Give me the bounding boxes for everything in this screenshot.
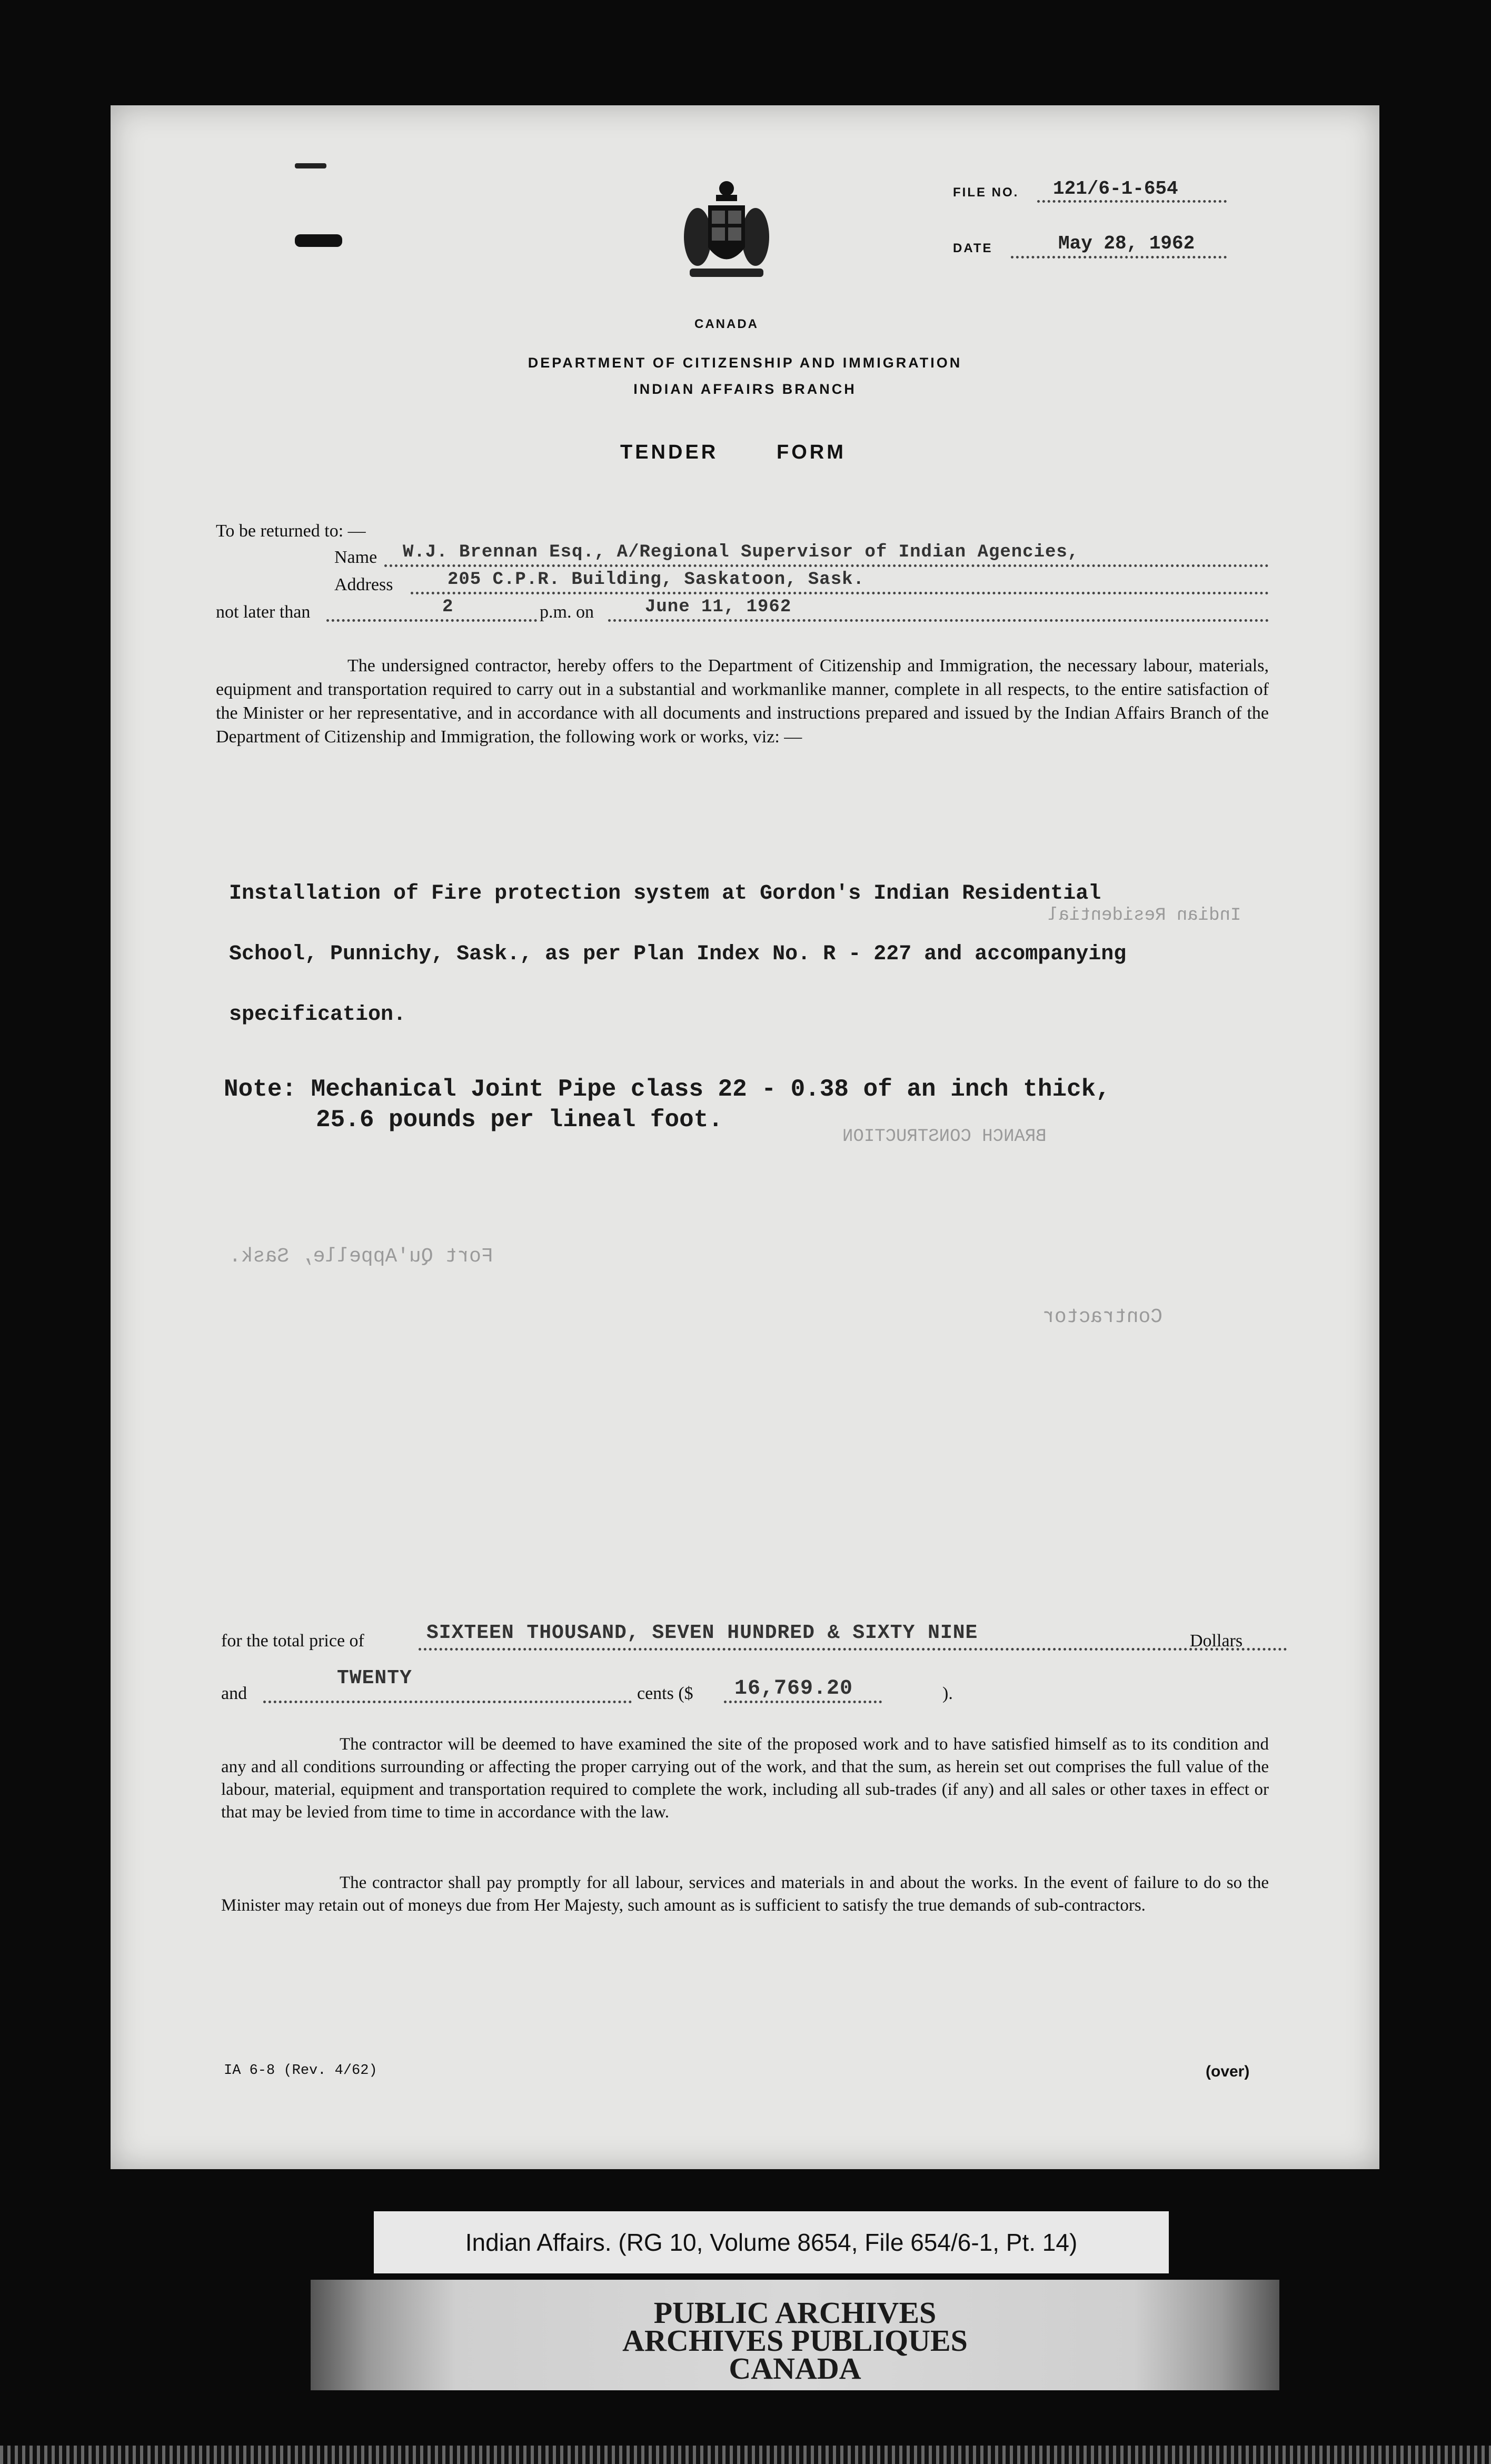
amount-close: ). bbox=[942, 1684, 953, 1703]
department-line1: DEPARTMENT OF CITIZENSHIP AND IMMIGRATION bbox=[528, 355, 962, 371]
film-edge bbox=[0, 2446, 1491, 2464]
deadline-mid-label: p.m. on bbox=[540, 602, 594, 622]
crest-caption: CANADA bbox=[694, 317, 759, 331]
deadline-time: 2 bbox=[442, 597, 454, 617]
work-description-line: School, Punnichy, Sask., as per Plan Index No. R - 227 and accompanying bbox=[229, 942, 1127, 966]
name-label: Name bbox=[334, 548, 377, 567]
cents-words: TWENTY bbox=[337, 1667, 412, 1690]
punch-mark bbox=[295, 163, 326, 168]
bleed-through-text: BRANCH CONSTRUCTION bbox=[842, 1127, 1047, 1147]
department-line2: INDIAN AFFAIRS BRANCH bbox=[633, 381, 857, 397]
total-price-label: for the total price of bbox=[221, 1631, 364, 1651]
cents-label: cents ($ bbox=[637, 1684, 693, 1703]
dollars-label: Dollars bbox=[1190, 1631, 1243, 1651]
form-code: IA 6-8 (Rev. 4/62) bbox=[224, 2063, 377, 2079]
work-description-line: Installation of Fire protection system at Gordon's Indian Residential bbox=[229, 882, 1101, 906]
payment-paragraph: The contractor shall pay promptly for all labour, services and materials in and about the works. In the event of failure to do so the Minister may retain out of moneys due from Her Majesty, such amount as is sufficient to satisfy the true demands of sub-contractors. bbox=[221, 1873, 1269, 1915]
total-price-words: SIXTEEN THOUSAND, SEVEN HUNDRED & SIXTY NINE bbox=[426, 1622, 978, 1644]
deadline-date: June 11, 1962 bbox=[645, 597, 792, 617]
site-examination-paragraph: The contractor will be deemed to have examined the site of the proposed work and to have satisfied himself as to its condition and any and all conditions surrounding or affecting the proper carrying out of the work, and that the sum, as herein set out comprises the full value of the labour, material, equipment and transportation required to complete the work, including all sub-trades (if any) and all sales or other taxes in effect or that may be levied from time to time in accordance with the law. bbox=[221, 1735, 1269, 1822]
pipe-note-line2: 25.6 pounds per lineal foot. bbox=[316, 1106, 723, 1134]
bleed-through-text: Fort Qu'Appelle, Sask. bbox=[229, 1245, 493, 1268]
pipe-note bbox=[224, 1074, 1382, 1135]
archive-stamp bbox=[311, 2280, 1279, 2390]
bleed-through-text: Contractor bbox=[1042, 1306, 1163, 1328]
and-label: and bbox=[221, 1684, 247, 1703]
over-label: (over) bbox=[1206, 2063, 1250, 2080]
bleed-through-text: Indian Residential bbox=[1048, 906, 1241, 926]
archive-stamp-line2: ARCHIVES PUBLIQUES bbox=[622, 2323, 968, 2358]
archive-reference-text: Indian Affairs. (RG 10, Volume 8654, File 654/6-1, Pt. 14) bbox=[465, 2229, 1078, 2256]
address-value: 205 C.P.R. Building, Saskatoon, Sask. bbox=[448, 570, 864, 590]
clip-mark bbox=[295, 234, 342, 247]
work-description-line: specification. bbox=[229, 1003, 406, 1027]
date-label: DATE bbox=[953, 241, 993, 255]
address-label: Address bbox=[334, 575, 393, 594]
tender-form-page bbox=[111, 105, 1379, 2169]
returned-to-label: To be returned to: — bbox=[216, 521, 366, 541]
file-no-label: FILE NO. bbox=[953, 185, 1019, 200]
work-description bbox=[229, 863, 1335, 1045]
archive-reference-tag bbox=[374, 2211, 1169, 2273]
form-title-tender: TENDER bbox=[620, 441, 719, 463]
file-no-value: 121/6-1-654 bbox=[1053, 178, 1178, 200]
archive-stamp-line3: CANADA bbox=[729, 2351, 861, 2386]
date-value: May 28, 1962 bbox=[1058, 233, 1195, 254]
amount-value: 16,769.20 bbox=[734, 1677, 853, 1701]
name-value: W.J. Brennan Esq., A/Regional Supervisor of Indian Agencies, bbox=[403, 542, 1079, 562]
archive-stamp-line1: PUBLIC ARCHIVES bbox=[653, 2296, 937, 2330]
canada-coat-of-arms-icon bbox=[679, 179, 774, 287]
form-title-form: FORM bbox=[777, 441, 846, 463]
deadline-label: not later than bbox=[216, 602, 311, 622]
pipe-note-line1: Note: Mechanical Joint Pipe class 22 - 0.38 of an inch thick, bbox=[224, 1076, 1110, 1103]
intro-paragraph: The undersigned contractor, hereby offers to the Department of Citizenship and Immigration, the necessary labour, materials, equipment and transportation required to carry out in a substantial and workmanlike manner, complete in all respects, to the entire satisfaction of the Minister or her representative, and in accordance with all documents and instructions prepared and issued by the Indian Affairs Branch of the Department of Citizenship and Immigration, the following work or works, viz: — bbox=[216, 656, 1269, 747]
